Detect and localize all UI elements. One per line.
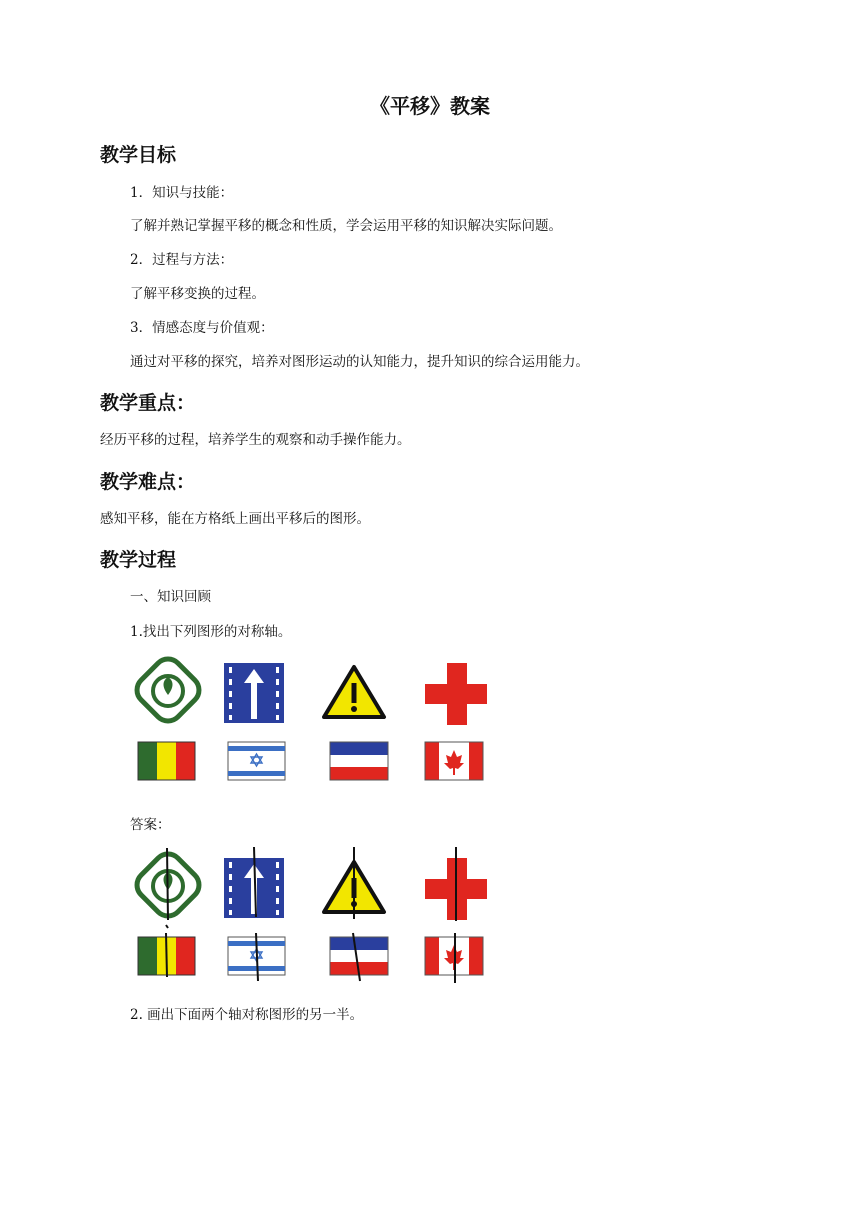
symmetry-axes (166, 847, 456, 983)
review-heading: 一、知识回顾 (130, 589, 211, 605)
axis-line (166, 933, 167, 977)
horizontal-tricolor-flag-icon (330, 742, 388, 780)
goal-line-6: 通过对平移的探究，培养对图形运动的认知能力，提升知识的综合运用能力。 (130, 354, 589, 370)
star-of-david-flag-icon (228, 742, 285, 780)
axis-line (167, 848, 168, 920)
warning-triangle-sign-icon (324, 667, 384, 717)
key-text: 经历平移的过程，培养学生的观察和动手操作能力。 (100, 432, 411, 448)
symmetry-figure (128, 655, 498, 788)
heading-goals: 教学目标 (100, 144, 177, 166)
maple-leaf-flag-icon (425, 742, 483, 780)
question-1: 1.找出下列图形的对称轴。 (130, 624, 292, 640)
heading-difficulty: 教学难点： (100, 471, 196, 493)
goal-line-1: 1．知识与技能： (130, 185, 234, 201)
answer-figure (128, 845, 498, 985)
recycle-leaf-sign-icon (131, 655, 205, 727)
red-cross-icon (425, 663, 487, 725)
answer-label: 答案： (130, 817, 171, 833)
goal-line-5: 3．情感态度与价值观： (130, 320, 274, 336)
axis-line (166, 925, 168, 928)
question-2: 2. 画出下面两个轴对称图形的另一半。 (130, 1007, 364, 1023)
tricolor-vertical-flag-icon (138, 742, 195, 780)
goal-line-4: 了解平移变换的过程。 (130, 286, 265, 302)
road-arrow-sign-icon (224, 663, 284, 723)
heading-process: 教学过程 (100, 549, 177, 571)
difficulty-text: 感知平移，能在方格纸上画出平移后的图形。 (100, 511, 370, 527)
page-title: 《平移》教案 (370, 94, 490, 118)
goal-line-3: 2．过程与方法： (130, 252, 234, 268)
heading-key: 教学重点： (100, 392, 196, 414)
goal-line-2: 了解并熟记掌握平移的概念和性质，学会运用平移的知识解决实际问题。 (130, 218, 562, 234)
